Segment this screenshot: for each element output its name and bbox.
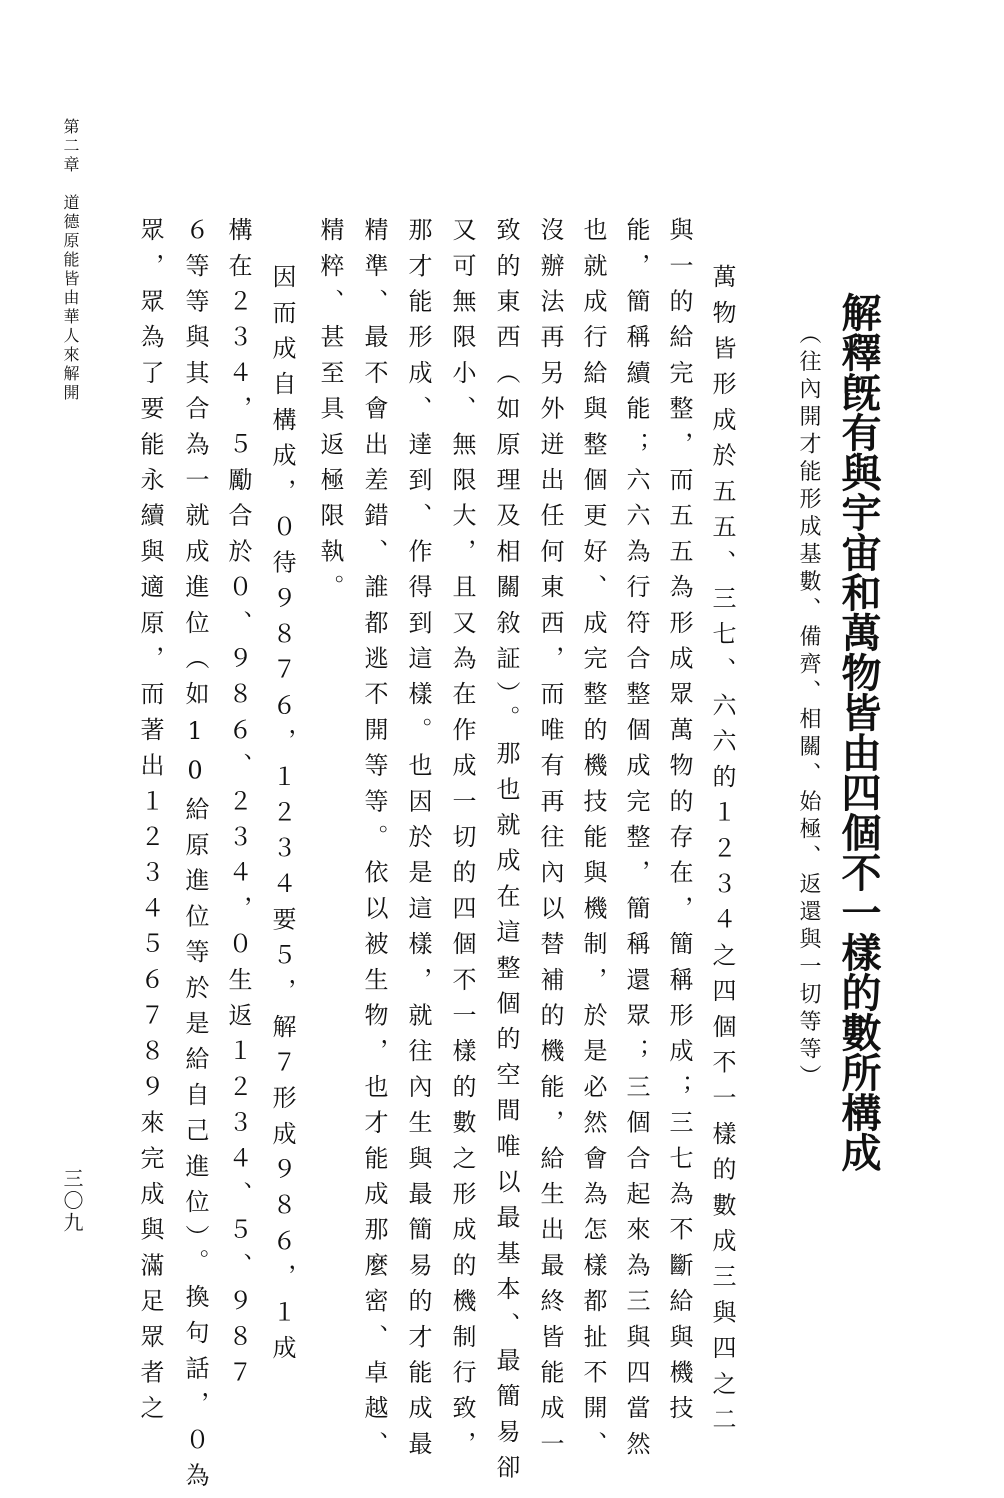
text-column: 又可無限小、無限大，且又為在作成一切的四個不一樣的數之形成的機制行致， [448, 217, 476, 1467]
page-number: 三〇九 [60, 1168, 84, 1234]
text-column: 沒辦法再另外迸出任何東西，而唯有再往內以替補的機能，給生出最終皆能成一 [536, 217, 564, 1467]
text-column: 也就成行給與整個更好、成完整的機技能與機制，於是必然會為怎樣都扯不開、 [579, 217, 607, 1467]
text-column: 精準、最不會出差錯、誰都逃不開等等。依以被生物，也才能成那麼密、卓越、 [360, 217, 388, 1467]
text-column: 與一的給完整，而五五為形成眾萬物的存在，簡稱形成；三七為不斷給與機技 [665, 217, 693, 1431]
text-column: 能，簡稱續能；六六為行符合整個成完整，簡稱還眾；三個合起來為三與四當然 [622, 217, 650, 1467]
text-column: 眾，眾為了要能永續與適原，而著出１２３４５６７８９來完成與滿足眾者之 [136, 217, 164, 1431]
running-head: 第二章 道德原能皆由華人來解開 [61, 118, 80, 403]
text-column: 致的東西（如原理及相關敘証）。那也就成在這整個的空間唯以最基本、最簡易卻 [492, 217, 520, 1491]
text-column: ６等等與其合為一就成進位（如10給原進位等於是給自己進位）。換句話，０為 [181, 217, 209, 1498]
text-column: 因而成自構成，０待９８７６，１２３４要５，解７形成９８６，１成 [268, 264, 296, 1371]
text-column: 那才能形成、達到、作得到這樣。也因於是這樣，就往內生與最簡易的才能成最 [404, 217, 432, 1467]
book-title: 解釋旣有與宇宙和萬物皆由四個不一樣的數所構成 [835, 292, 882, 1172]
text-column: 萬物皆形成於五五、三七、六六的１２３４之四個不一樣的數成三與四之二 [708, 264, 736, 1443]
text-column: 構在２３４，５勵合於０、９８６、２３４，０生返１２３４、５、９８７ [224, 217, 252, 1396]
text-column: 精粹、甚至具返極限執。 [316, 217, 344, 610]
book-subtitle: （往內開才能形成基數、備齊、相關、始極、返還與一切等等） [796, 322, 821, 1092]
